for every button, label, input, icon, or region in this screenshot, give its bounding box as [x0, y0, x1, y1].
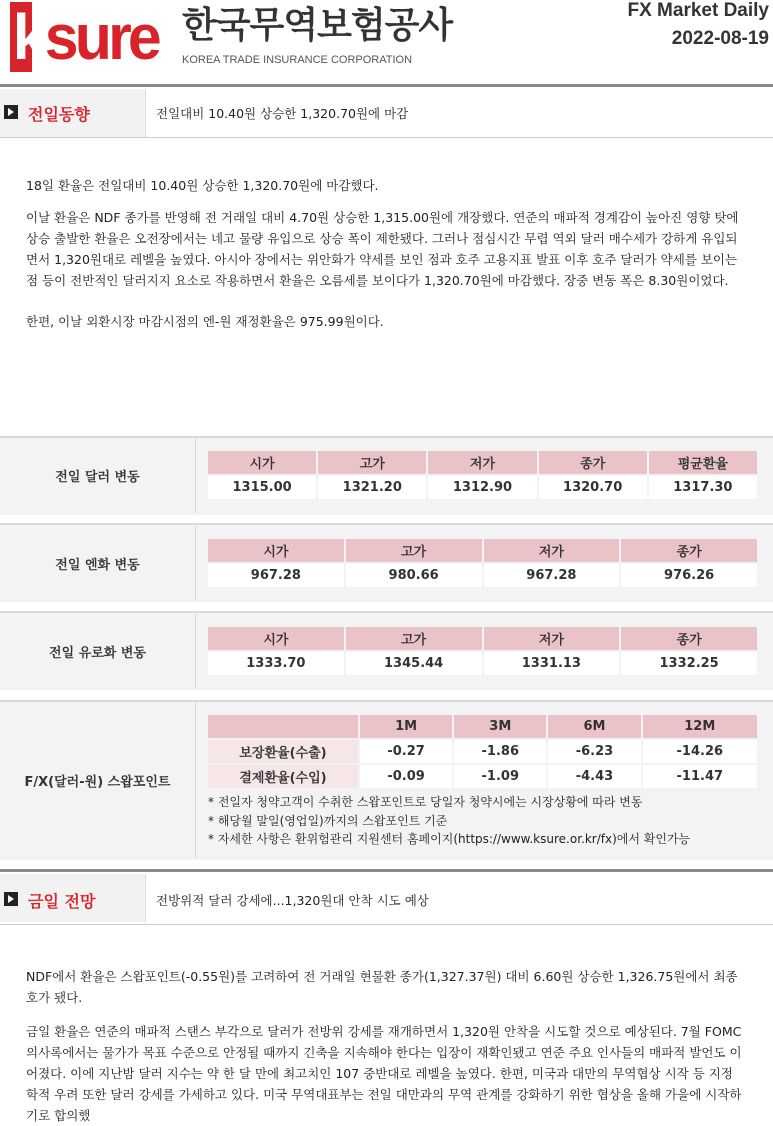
swap-note: * 해당월 말일(영업일)까지의 스왑포인트 기준	[208, 814, 448, 828]
value-cell: 1345.44	[346, 652, 482, 675]
logo-k-letter: k	[12, 1, 43, 73]
paragraph: 18일 환율은 전일대비 10.40원 상승한 1,320.70원에 마감했다.	[26, 178, 379, 193]
value-cell: -6.23	[548, 740, 640, 763]
value-cell: -0.09	[360, 765, 452, 788]
value-cell: 967.28	[484, 564, 620, 587]
report-title: FX Market Daily	[627, 0, 769, 21]
value-cell: 980.66	[346, 564, 482, 587]
value-cell: 1320.70	[539, 476, 647, 499]
org-english-name: KOREA TRADE INSURANCE CORPORATION	[182, 54, 413, 66]
section-divider	[145, 874, 146, 922]
value-cell: 1321.20	[318, 476, 426, 499]
section-subtitle: 전일대비 10.40원 상승한 1,320.70원에 마감	[156, 106, 409, 121]
header-cell: 12M	[643, 715, 757, 738]
header-cell: 고가	[346, 627, 482, 650]
swap-note: * 전일자 청약고객이 수취한 스왑포인트로 당일자 청약시에는 시장상황에 따라 변동	[208, 795, 643, 809]
header-cell: 종가	[621, 627, 757, 650]
logo	[12, 1, 171, 73]
arrow-right-icon	[4, 105, 18, 119]
header-divider	[0, 84, 773, 87]
value-cell: -14.26	[643, 740, 757, 763]
header-cell: 3M	[454, 715, 546, 738]
value-cell: -11.47	[643, 765, 757, 788]
value-cell: 976.26	[621, 564, 757, 587]
section-previous-day-bar	[0, 89, 773, 137]
arrow-right-icon	[4, 892, 18, 906]
swap-table	[206, 713, 759, 790]
value-cell: -1.09	[454, 765, 546, 788]
value-cell: 1333.70	[208, 652, 344, 675]
header-cell: 종가	[539, 451, 647, 474]
band-divider	[195, 438, 196, 513]
header-cell: 종가	[621, 539, 757, 562]
header-cell: 시가	[208, 451, 316, 474]
usd-table	[206, 449, 759, 501]
band-divider	[195, 702, 196, 858]
jpy-table	[206, 537, 759, 589]
band-divider	[195, 613, 196, 688]
jpy-label: 전일 엔화 변동	[55, 558, 140, 573]
section-top-line	[0, 869, 773, 872]
row-header-cell: 보장환율(수출)	[208, 740, 358, 763]
header-cell: 저가	[484, 627, 620, 650]
header-cell: 시가	[208, 539, 344, 562]
eur-table	[206, 625, 759, 677]
report-date: 2022-08-19	[671, 28, 769, 49]
section-subtitle: 전방위적 달러 강세에...1,320원대 안착 시도 예상	[156, 893, 429, 908]
swap-note: * 자세한 사항은 환위험관리 지원센터 홈페이지(https://www.ksure.or.kr/fx)에서 확인가능	[208, 832, 691, 846]
header-cell: 평균환율	[649, 451, 757, 474]
paragraph: 금일 환율은 연준의 매파적 스탠스 부각으로 달러가 전방위 강세를 재개하면서 1,320원 안착을 시도할 것으로 예상된다. 7월 FOMC 의사록에서는 물가가 목표 수준으로 안정될 때까지 긴축을 지속해야 한다는 입장이 재확인됐고 연준 주요 인사들의 매파적 발언도 이어졌다. 이에 지난밤 달러 지수는 약 한 달 만에 최고치인 107 중반대로 레벨을 높였다. 한편, 미국과 대만의 무역협상 시작 등 지정학적 우려 또한 달러 강세를 가세하고 있다. 미국 무역대표부는 전일 대만과의 무역 관계를 강화하기 위한 협상을 올해 가을에 시작하기로 합의했	[26, 1024, 742, 1123]
value-cell: -0.27	[360, 740, 452, 763]
paragraph: 이날 환율은 NDF 종가를 반영해 전 거래일 대비 4.70원 상승한 1,315.00원에 개장했다. 연준의 매파적 경계감이 높아진 영향 탓에 상승 출발한 환율은 오전장에서는 네고 물량 유입으로 상승 폭이 제한됐다. 그러나 점심시간 무렵 역외 달러 매수세가 강하게 유입되면서 1,320원대로 레벨을 높였다. 아시아 장에서는 위안화가 약세를 보인 점과 호주 고용지표 발표 이후 호주 달러가 약세를 보이는 점 등이 전반적인 달러지지 요소로 작용하면서 환율은 오름세를 보이다가 1,320.70원에 마감했다. 장중 변동 폭은 8.30원이었다.	[26, 210, 739, 288]
header-cell: 6M	[548, 715, 640, 738]
value-cell: -1.86	[454, 740, 546, 763]
header-cell: 저가	[484, 539, 620, 562]
section-title: 전일동향	[28, 105, 90, 124]
section-divider	[145, 89, 146, 137]
section-bottom-line	[0, 924, 773, 925]
header-cell: 고가	[318, 451, 426, 474]
paragraph: 한편, 이날 외환시장 마감시점의 엔-원 재정환율은 975.99원이다.	[26, 314, 384, 329]
paragraph: NDF에서 환율은 스왑포인트(-0.55원)를 고려하여 전 거래일 현물환 종가(1,327.37원) 대비 6.60원 상승한 1,326.75원에서 최종호가 됐다.	[26, 969, 738, 1005]
value-cell: 1315.00	[208, 476, 316, 499]
value-cell: 1331.13	[484, 652, 620, 675]
row-header-cell: 결제환율(수입)	[208, 765, 358, 788]
usd-label: 전일 달러 변동	[55, 470, 140, 485]
logo-wordmark: sure	[44, 1, 158, 73]
value-cell: 1332.25	[621, 652, 757, 675]
eur-label: 전일 유로화 변동	[49, 646, 146, 661]
value-cell: 1317.30	[649, 476, 757, 499]
header-cell: 저가	[428, 451, 536, 474]
value-cell: 1312.90	[428, 476, 536, 499]
header-cell: 1M	[360, 715, 452, 738]
value-cell: 967.28	[208, 564, 344, 587]
header-cell: 시가	[208, 627, 344, 650]
section-outlook-bar	[0, 874, 773, 922]
swap-label: F/X(달러-원) 스왑포인트	[24, 775, 171, 790]
header-blank-cell	[208, 715, 358, 738]
value-cell: -4.43	[548, 765, 640, 788]
header-cell: 고가	[346, 539, 482, 562]
section-bottom-line	[0, 137, 773, 138]
org-korean-name: 한국무역보험공사	[182, 5, 453, 46]
band-divider	[195, 525, 196, 600]
section-title: 금일 전망	[28, 892, 96, 911]
